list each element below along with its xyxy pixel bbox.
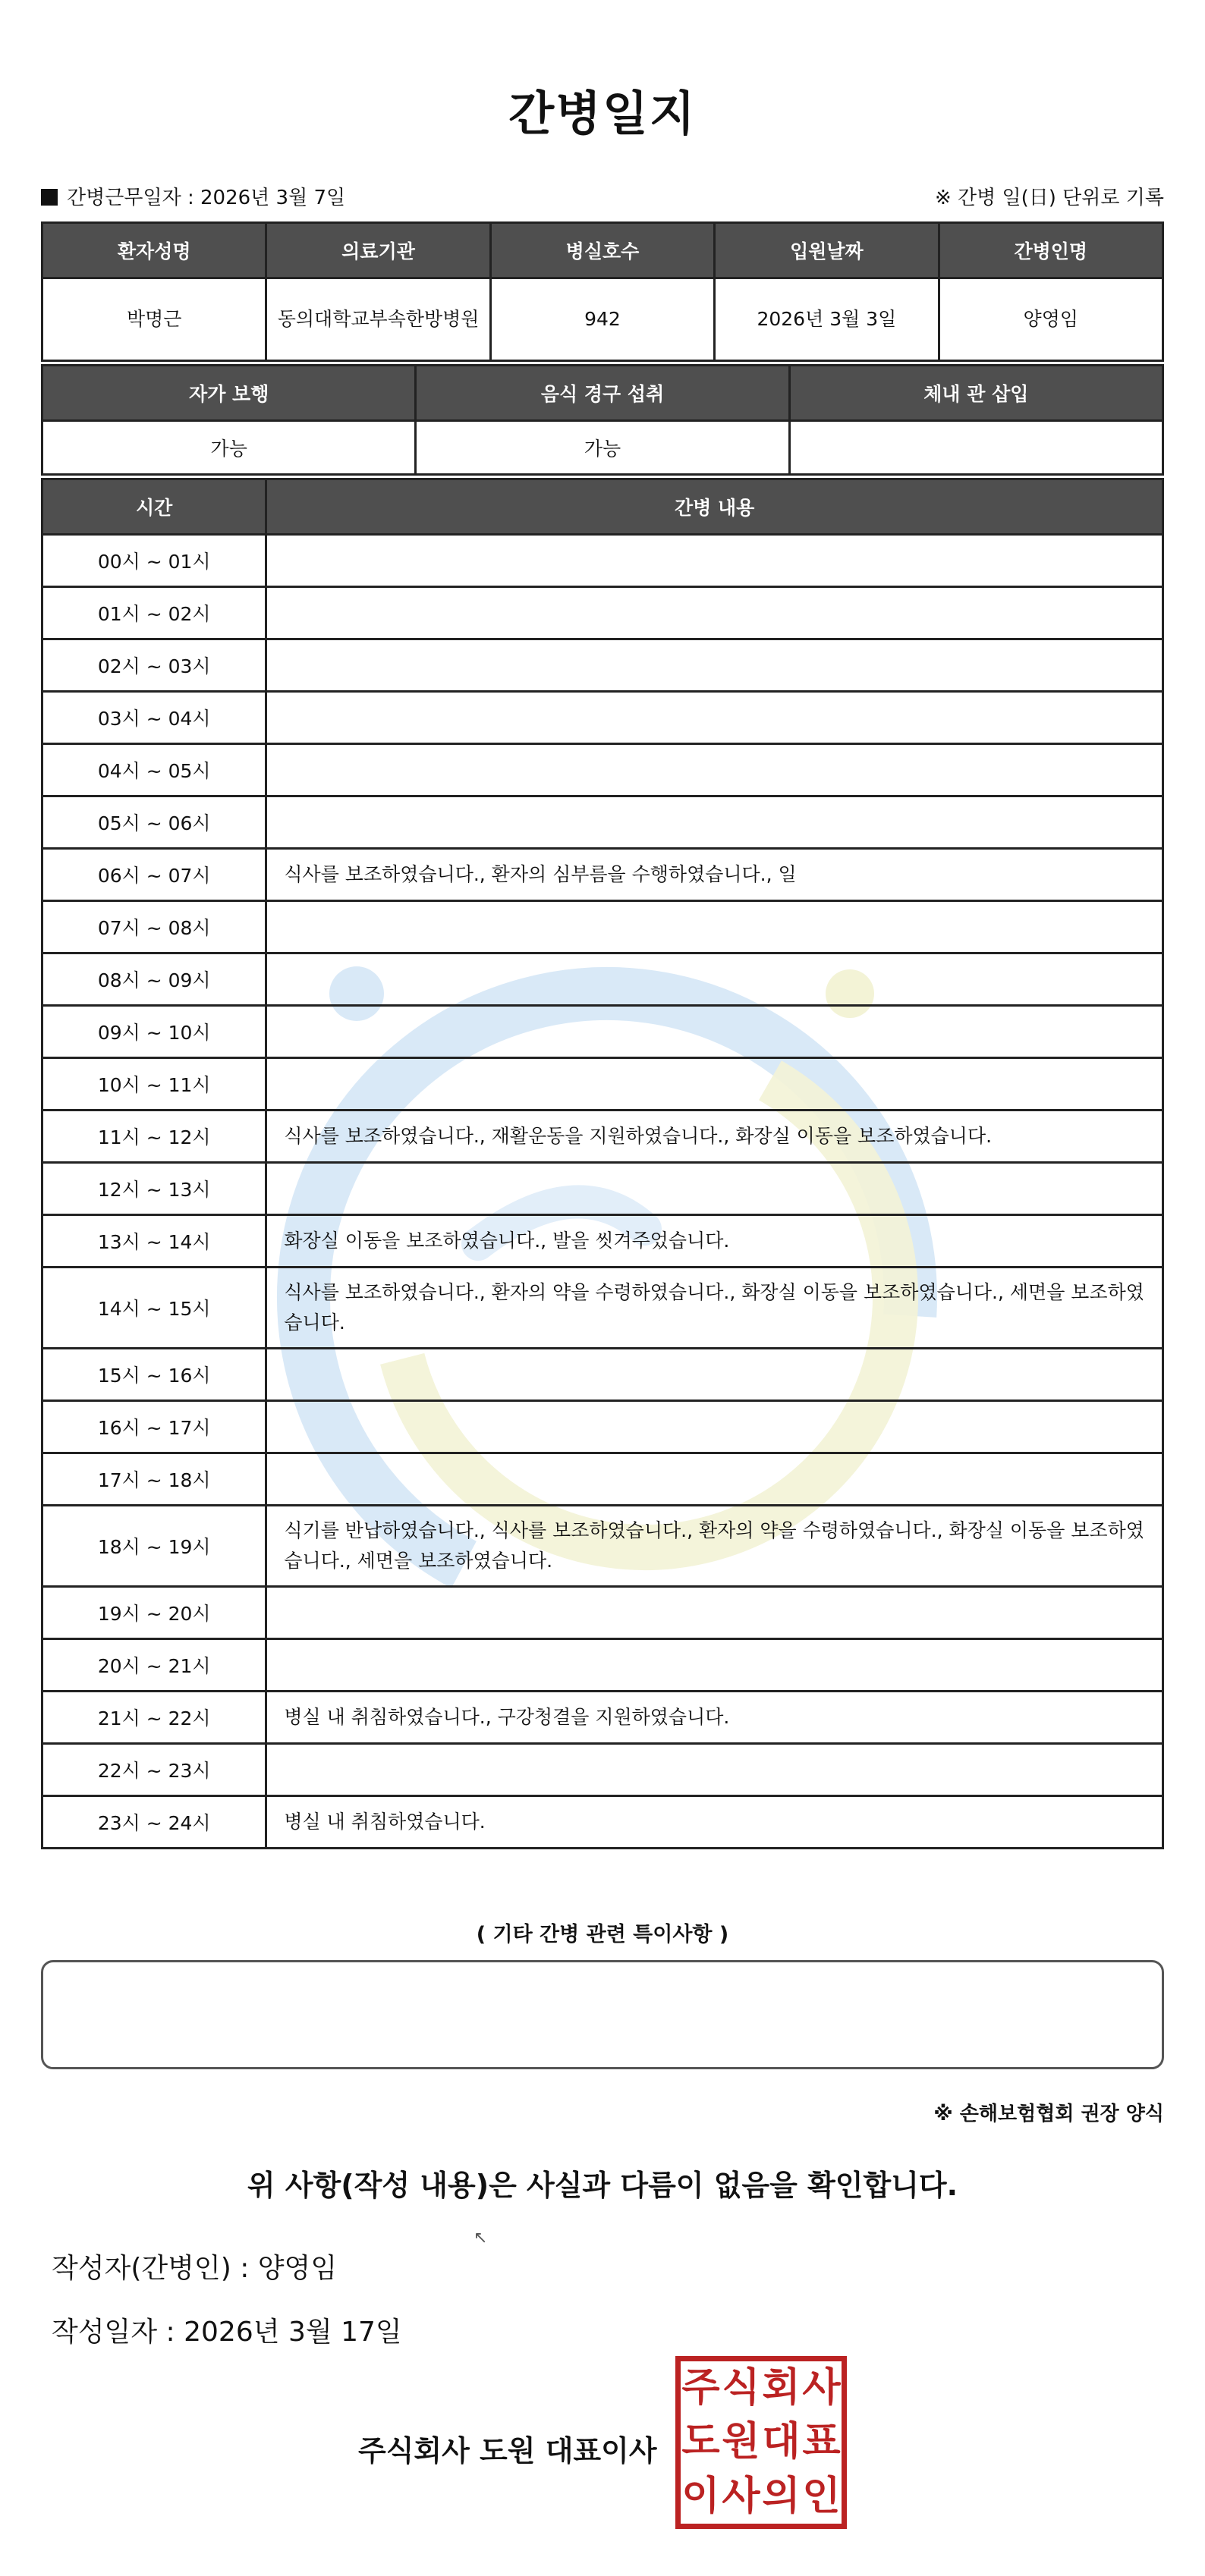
table-row [42,849,1163,901]
admission-date-header: 입원날짜 [715,223,939,278]
table-row [42,1744,1163,1796]
content-cell [266,1349,1163,1401]
time-cell: 11시 ~ 12시 [42,1111,266,1163]
content-cell: 병실 내 취침하였습니다. [266,1796,1163,1849]
content-cell [266,1639,1163,1692]
table-row [42,1006,1163,1058]
content-cell: 병실 내 취침하였습니다., 구강청결을 지원하였습니다. [266,1692,1163,1744]
time-cell: 17시 ~ 18시 [42,1453,266,1506]
patient-name-header: 환자성명 [42,223,266,278]
table-row [42,744,1163,796]
content-cell [266,1587,1163,1639]
work-date-label [41,182,345,210]
work-date-text: 간병근무일자 : 2026년 3월 7일 [67,187,346,209]
content-cell: 식사를 보조하였습니다., 환자의 약을 수령하였습니다., 화장실 이동을 보조하였습니다., 세면을 보조하였습니다. [266,1268,1163,1349]
time-cell: 20시 ~ 21시 [42,1639,266,1692]
table-row [42,1215,1163,1268]
room-number-value: 942 [490,278,714,361]
patient-name-value: 박명근 [42,278,266,361]
content-cell [266,535,1163,587]
time-cell: 18시 ~ 19시 [42,1506,266,1587]
content-cell [266,1058,1163,1111]
oral-intake-value: 가능 [416,421,789,475]
time-cell: 15시 ~ 16시 [42,1349,266,1401]
tube-insertion-value [789,421,1163,475]
content-cell [266,1006,1163,1058]
content-cell [266,1453,1163,1506]
table-row [42,796,1163,849]
table-row [42,1349,1163,1401]
write-date-label: 작성일자 : 2026년 3월 17일 [52,2317,402,2348]
time-cell: 14시 ~ 15시 [42,1268,266,1349]
content-cell [266,1744,1163,1796]
time-cell: 21시 ~ 22시 [42,1692,266,1744]
time-cell: 09시 ~ 10시 [42,1006,266,1058]
time-cell: 10시 ~ 11시 [42,1058,266,1111]
table-row [42,1401,1163,1453]
table-row [42,1587,1163,1639]
mouse-cursor-icon: ↖ [474,2229,488,2248]
content-cell: 식사를 보조하였습니다., 재활운동을 지원하였습니다., 화장실 이동을 보조하였습니다. [266,1111,1163,1163]
caregiver-name-header: 간병인명 [939,223,1163,278]
time-cell: 05시 ~ 06시 [42,796,266,849]
page-title: 간병일지 [508,86,697,141]
table-row [42,1163,1163,1215]
time-cell: 08시 ~ 09시 [42,953,266,1006]
table-row [42,1639,1163,1692]
caregiver-name-value: 양영임 [939,278,1163,361]
time-cell: 13시 ~ 14시 [42,1215,266,1268]
content-cell [266,953,1163,1006]
table-row [42,1506,1163,1587]
time-header: 시간 [42,479,266,535]
table-row [42,639,1163,692]
content-cell: 화장실 이동을 보조하였습니다., 발을 씻겨주었습니다. [266,1215,1163,1268]
table-row [42,1796,1163,1849]
square-bullet-icon [41,189,58,206]
remarks-box [41,1960,1164,2069]
remarks-title: ( 기타 간병 관련 특이사항 ) [476,1923,729,1946]
patient-info-table [41,221,1164,362]
care-schedule-table [41,478,1164,1849]
table-row [42,1692,1163,1744]
care-content-header: 간병 내용 [266,479,1163,535]
table-row [42,1058,1163,1111]
time-cell: 23시 ~ 24시 [42,1796,266,1849]
hospital-value: 동의대학교부속한방병원 [266,278,490,361]
confirmation-statement: 위 사항(작성 내용)은 사실과 다름이 없음을 확인합니다. [247,2169,958,2202]
content-cell [266,744,1163,796]
time-cell: 03시 ~ 04시 [42,692,266,744]
time-cell: 22시 ~ 23시 [42,1744,266,1796]
content-cell [266,901,1163,953]
ability-table [41,364,1164,476]
time-cell: 12시 ~ 13시 [42,1163,266,1215]
self-walking-value: 가능 [42,421,416,475]
self-walking-header: 자가 보행 [42,366,416,421]
writer-label: 작성자(간병인) : 양영임 [52,2253,338,2284]
admission-date-value: 2026년 3월 3일 [715,278,939,361]
content-cell [266,1401,1163,1453]
content-cell: 식사를 보조하였습니다., 환자의 심부름을 수행하였습니다., 일 [266,849,1163,901]
time-cell: 01시 ~ 02시 [42,587,266,639]
company-seal-stamp: 주 식 회 사 도 원 대 표 이 사 의 인 [675,2356,847,2529]
table-row [42,953,1163,1006]
company-signature: 주식회사 도원 대표이사 [358,2434,657,2468]
oral-intake-header: 음식 경구 섭취 [416,366,789,421]
unit-note: ※ 간병 일(日) 단위로 기록 [934,187,1164,209]
table-row [42,1453,1163,1506]
content-cell [266,1163,1163,1215]
room-number-header: 병실호수 [490,223,714,278]
time-cell: 06시 ~ 07시 [42,849,266,901]
content-cell [266,639,1163,692]
table-row [42,1268,1163,1349]
table-row [42,692,1163,744]
hospital-header: 의료기관 [266,223,490,278]
time-cell: 19시 ~ 20시 [42,1587,266,1639]
time-cell: 16시 ~ 17시 [42,1401,266,1453]
time-cell: 00시 ~ 01시 [42,535,266,587]
tube-insertion-header: 체내 관 삽입 [789,366,1163,421]
recommend-note: ※ 손해보험협회 권장 양식 [933,2103,1164,2125]
content-cell [266,796,1163,849]
table-row [42,1111,1163,1163]
time-cell: 07시 ~ 08시 [42,901,266,953]
time-cell: 02시 ~ 03시 [42,639,266,692]
table-row [42,535,1163,587]
content-cell [266,692,1163,744]
table-row [42,587,1163,639]
content-cell: 식기를 반납하였습니다., 식사를 보조하였습니다., 환자의 약을 수령하였습니다., 화장실 이동을 보조하였습니다., 세면을 보조하였습니다. [266,1506,1163,1587]
table-row [42,901,1163,953]
time-cell: 04시 ~ 05시 [42,744,266,796]
content-cell [266,587,1163,639]
